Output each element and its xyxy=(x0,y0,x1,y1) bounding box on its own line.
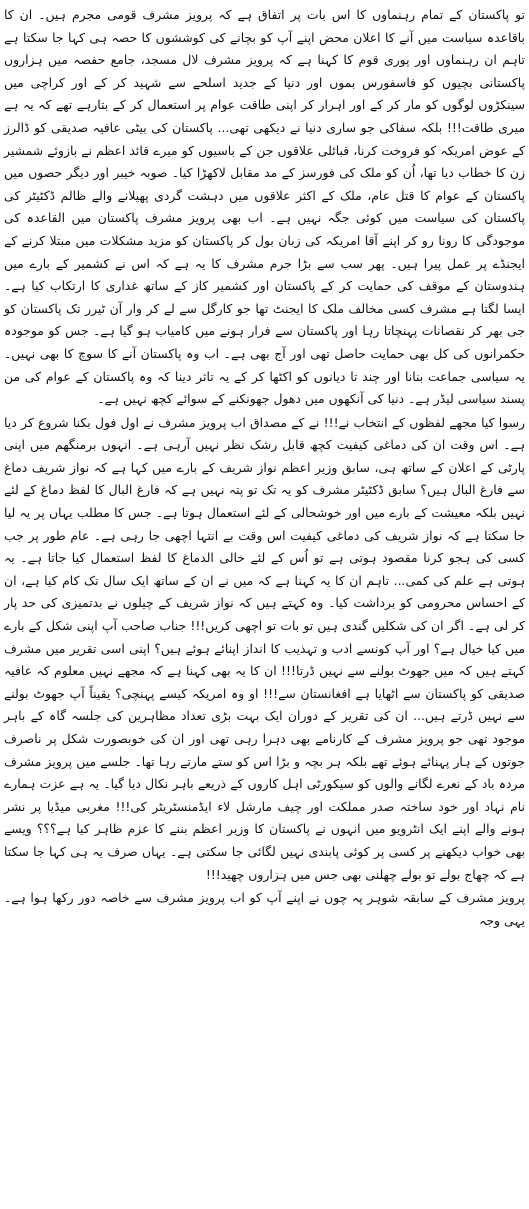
article-paragraph-1: تو پاکستان کے تمام رہنماوں کا اس بات پر اتفاق ہے کہ پرویز مشرف قومی مجرم ہیں۔ ان کا باقاعدہ سیاست میں آنے کا اعلان محض اپنے آپ کو بچانے کی کوششوں کا حصہ ہی کہا جا سکتا ہے تاہم ان رہنماوں اور پوری قوم کا کہنا ہے کہ پرویز مشرف لال مسجد، جامع حفصہ میں ہزاروں پاکستانی بچیوں کو فاسفورس بموں اور دنیا کے جدید اسلحے سے شہید کر کے اور کراچی میں سینکڑوں لوگوں کو مار کر کے اور اہرار کر اپنی طاقت عوام پر استعمال کر کے بتارہے تھے کہ یہ ہے میری طاقت!!! بلکہ سفاکی جو ساری دنیا نے دیکھی تھی... پاکستان کی بیٹی عافیہ صدیقی کو ڈالرز کے عوض امریکہ کو فروخت کرنا، قبائلی علاقوں جن کے باسیوں کو میرے قائد اعظم نے بازوئے شمشیر زن کا خطاب دیا تھا، اُن کو ملک کی فورسز کے مد مقابل لاکھڑا کیا۔ صوبہ خیبر اور دیگر حصوں میں پاکستان کے عوام کا قتل عام، ملک کے اکثر علاقوں میں دہشت گردی پھیلانے والے ظالم ڈکٹیٹر کی پاکستان کی سیاست میں کوئی جگہ نہیں ہے۔ اب بھی پرویز مشرف پاکستان میں القاعدہ کی موجودگی کا رونا رو کر اپنے آقا امریکہ کی زبان بول کر پاکستان کو مزید مشکلات میں مبتلا کرنے کے ایجنڈے پر عمل پیرا ہیں۔ پھر سب سے بڑا جرم مشرف کا یہ ہے کہ اس نے کشمیر کے بارے میں ہندوستان کے موقف کی حمایت کر کے پاکستان اور کشمیر کاز کے ساتھ غداری کا ارتکاب کیا ہے۔ ایسا لگتا ہے مشرف کسی مخالف ملک کا ایجنٹ تھا جو کارگل سے لے کر وار آن ٹیرر تک پاکستان کو جی بھر کر نقصانات پہنچاتا رہا اور پاکستان سے فرار ہونے میں کامیاب ہو گیا ہے۔ جس کو موجودہ حکمرانوں کی کل بھی حمایت حاصل تھی اور آج بھی ہے۔ اب وہ پاکستان آنے کا سوچ کا بھی نہیں۔ یہ سیاسی جماعت بنانا اور چند تا دیانوں کو اکٹھا کر کے یہ تاثر دینا کہ وہ پاکستان کے عوام کی من پسند سیاسی لیڈر ہے۔ دنیا کی آنکھوں میں دھول جھونکنے کے سوائے کچھ نہیں ہے۔ xyxy=(4,7,525,407)
article-paragraph-2: رسوا کیا مجھے لفظوں کے انتخاب نے!!! نے کے مصداق اب پرویز مشرف نے اول فول بکنا شروع کر دیا ہے۔ اس وقت ان کی دماغی کیفیت کچھ قابل رشک نظر نہیں آرہی ہے۔ انہوں برمنگھم میں اپنی پارٹی کے اعلان کے ساتھ ہی، سابق وزیر اعظم نواز شریف کے بارے میں کہا ہے کہ نواز شریف دماغ سے فارغ البال ہیں؟ سابق ڈکٹیٹر مشرف کو یہ تک تو پتہ نہیں ہے کہ فارغ البال کا لفظ دماغ کے لئے نہیں بلکہ معیشت کے بارے میں اور خوشحالی کے لئے استعمال ہوتا ہے۔ جس کا مطلب یہاں پر یہ لیا جا سکتا ہے کہ نواز شریف کی دماغی کیفیت اس وقت بے انتہا اچھی جا رہی ہے۔ عام طور پر جب کسی کی ہجو کرنا مقصود ہوتی ہے تو اُس کے لئے خالی الدماغ کا لفظ استعمال کیا جاتا ہے۔ یہ ہوتی ہے علم کی کمی... تاہم ان کا یہ کہنا ہے کہ میں نے ان کے ساتھ ایک سال تک کام کیا ہے، ان کے احساس محرومی کو برداشت کیا۔ وہ کہتے ہیں کہ نواز شریف کے چیلوں نے بدتمیزی کی حد پار کر لی ہے۔ اگر ان کی شکلیں گندی ہیں تو بات تو اچھی کریں!!! جناب صاحب آپ اپنی شکل کے بارے میں کیا خیال ہے؟ اور آپ کونسے ادب و تہذیب کا انداز اپنائے ہوئے ہیں؟ اپنی اسی تقریر میں مشرف کہتے ہیں کہ میں جھوٹ بولنے سے نہیں ڈرتا!!! ان کا یہ بھی کہنا ہے کہ مجھے نہیں معلوم کہ عافیہ صدیقی کو پاکستان سے اٹھایا ہے افغانستان سے!!! او وہ امریکہ کیسے پہنچی؟ یقیناً آپ جھوٹ بولنے سے نہیں ڈرتے ہیں... ان کی تقریر کے دوران ایک بہت بڑی تعداد مظاہرین کی جلسہ گاہ کے باہر موجود تھی جو پرویز مشرف کے کارنامے بھی دہرا رہی تھی اور ان کی خوبصورت شکل پر ناصرف جوتوں کے ہار پہنائے ہوئے تھے بلکہ ہر بچہ و بڑا اس کو ستے مارتے رہا تھا۔ جلسے میں پرویز مشرف مردہ باد کے نعرے لگانے والوں کو سیکورٹی اہل کاروں کے ذریعے باہر نکال دیا گیا۔ یہ ہے عزت ہمارے نام نہاد اور خود ساختہ صدر مملکت اور چیف مارشل لاء ایڈمنسٹریٹر کی!!! مغربی میڈیا پر نشر ہونے والے اپنے ایک انٹرویو میں انہوں نے پاکستان کا وزیر اعظم بننے کا عزم ظاہر کیا ہے؟؟؟ ویسے بھی خواب دیکھنے پر کسی پر کوئی پابندی نہیں لگائی جا سکتی ہے۔ یہاں صرف یہ ہی کہا جا سکتا ہے کہ چھاج بولے تو بولے چھلنی بھی جس میں ہزاروں چھید!!! xyxy=(4,414,525,882)
article-paragraph-3: پرویز مشرف کے سابقہ شوہر پہ چوں نے اپنے آپ کو اب پرویز مشرف سے خاصہ دور رکھا ہوا ہے۔ یہی وجہ xyxy=(4,890,525,928)
